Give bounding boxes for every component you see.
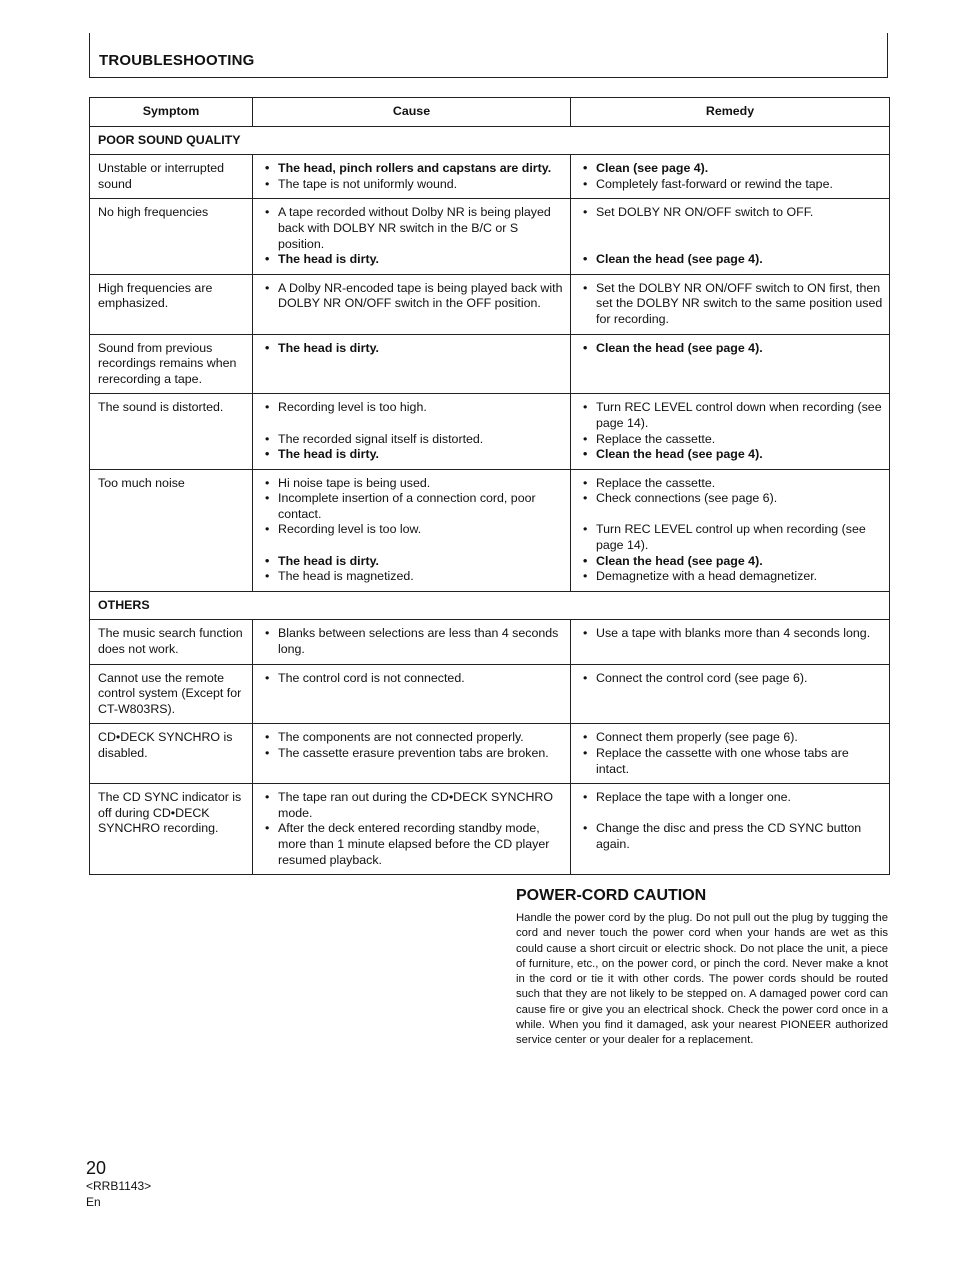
remedy-item: • Replace the cassette. [579, 432, 883, 448]
symptom-cell: Too much noise [90, 469, 253, 591]
cause-item: • The head is dirty. [261, 252, 564, 268]
remedy-cell [571, 784, 890, 875]
symptom-cell: CD•DECK SYNCHRO is disabled. [90, 724, 253, 784]
cause-cell [253, 724, 571, 784]
cause-item: • The tape is not uniformly wound. [261, 177, 564, 193]
section-title: POOR SOUND QUALITY [90, 126, 890, 155]
table-row [90, 274, 890, 334]
cause-cell [253, 784, 571, 875]
cause-list [261, 730, 564, 761]
cause-list [261, 671, 564, 687]
remedy-cell [571, 394, 890, 469]
symptom-cell: Sound from previous recordings remains when rerecording a tape. [90, 334, 253, 394]
remedy-cell [571, 199, 890, 274]
cause-item: • Recording level is too low. [261, 522, 564, 538]
table-row [90, 199, 890, 274]
cause-item: • The control cord is not connected. [261, 671, 564, 687]
remedy-cell [571, 274, 890, 334]
remedy-item: • Replace the tape with a longer one. [579, 790, 883, 806]
symptom-cell: Unstable or interrupted sound [90, 155, 253, 199]
cause-item: • A Dolby NR-encoded tape is being played back with DOLBY NR ON/OFF switch in the OFF position. [261, 281, 564, 312]
remedy-list [579, 476, 883, 585]
remedy-cell [571, 724, 890, 784]
remedy-item: • Demagnetize with a head demagnetizer. [579, 569, 883, 585]
symptom-cell: The sound is distorted. [90, 394, 253, 469]
remedy-item: • Clean the head (see page 4). [579, 447, 883, 463]
table-row [90, 784, 890, 875]
cause-item: • Recording level is too high. [261, 400, 564, 416]
remedy-cell [571, 664, 890, 724]
symptom-cell: The music search function does not work. [90, 620, 253, 664]
remedy-item: • Connect the control cord (see page 6). [579, 671, 883, 687]
remedy-cell [571, 620, 890, 664]
cause-item: • The cassette erasure prevention tabs are broken. [261, 746, 564, 762]
remedy-item: • Change the disc and press the CD SYNC button again. [579, 821, 883, 852]
section-title: OTHERS [90, 591, 890, 620]
cause-cell [253, 394, 571, 469]
remedy-item: • Set DOLBY NR ON/OFF switch to OFF. [579, 205, 883, 221]
power-cord-caution-title: POWER-CORD CAUTION [516, 887, 707, 904]
remedy-list [579, 341, 883, 357]
remedy-list [579, 626, 883, 642]
cause-cell [253, 469, 571, 591]
cause-cell [253, 274, 571, 334]
cause-item: • The recorded signal itself is distorted. [261, 432, 564, 448]
page-title: TROUBLESHOOTING [99, 52, 255, 69]
cause-cell [253, 620, 571, 664]
remedy-list [579, 400, 883, 462]
cause-item: • The head, pinch rollers and capstans are dirty. [261, 161, 564, 177]
table-row [90, 155, 890, 199]
remedy-list [579, 730, 883, 777]
cause-cell [253, 334, 571, 394]
table-row [90, 620, 890, 664]
cause-list [261, 476, 564, 585]
remedy-list [579, 671, 883, 687]
remedy-list [579, 161, 883, 192]
symptom-cell: High frequencies are emphasized. [90, 274, 253, 334]
cause-item: • Blanks between selections are less than 4 seconds long. [261, 626, 564, 657]
cause-list [261, 161, 564, 192]
cause-list [261, 281, 564, 312]
page-footer [86, 1158, 151, 1210]
symptom-cell: No high frequencies [90, 199, 253, 274]
table-row [90, 469, 890, 591]
document-code: <RRB1143> [86, 1179, 152, 1193]
remedy-item: • Clean the head (see page 4). [579, 252, 883, 268]
cause-list [261, 341, 564, 357]
remedy-item: • Use a tape with blanks more than 4 seconds long. [579, 626, 883, 642]
remedy-item: • Check connections (see page 6). [579, 491, 883, 507]
cause-list [261, 205, 564, 267]
section-row [90, 126, 890, 155]
cause-list [261, 626, 564, 657]
cause-list [261, 790, 564, 868]
troubleshooting-table [89, 97, 890, 875]
cause-item: • The components are not connected properly. [261, 730, 564, 746]
remedy-item: • Turn REC LEVEL control down when recording (see page 14). [579, 400, 883, 431]
cause-item: • Hi noise tape is being used. [261, 476, 564, 492]
remedy-item: • Replace the cassette. [579, 476, 883, 492]
table-row [90, 664, 890, 724]
remedy-item: • Clean the head (see page 4). [579, 341, 883, 357]
cause-cell [253, 664, 571, 724]
language-code: En [86, 1195, 101, 1209]
remedy-item: • Connect them properly (see page 6). [579, 730, 883, 746]
cause-item: • The head is dirty. [261, 554, 564, 570]
cause-item: • The head is magnetized. [261, 569, 564, 585]
remedy-cell [571, 334, 890, 394]
cause-item: • The head is dirty. [261, 341, 564, 357]
header-box [89, 33, 888, 78]
cause-cell [253, 199, 571, 274]
cause-item: • Incomplete insertion of a connection cord, poor contact. [261, 491, 564, 522]
cause-item: • The tape ran out during the CD•DECK SYNCHRO mode. [261, 790, 564, 821]
remedy-item: • Clean the head (see page 4). [579, 554, 883, 570]
remedy-item: • Clean (see page 4). [579, 161, 883, 177]
remedy-item: • Turn REC LEVEL control up when recording (see page 14). [579, 522, 883, 553]
table-body [90, 126, 890, 875]
remedy-list [579, 281, 883, 328]
table-row [90, 334, 890, 394]
cause-item: • A tape recorded without Dolby NR is being played back with DOLBY NR switch in the B/C or S position. [261, 205, 564, 252]
section-row [90, 591, 890, 620]
remedy-cell [571, 155, 890, 199]
remedy-item: • Set the DOLBY NR ON/OFF switch to ON first, then set the DOLBY NR switch to the same position used for recording. [579, 281, 883, 328]
cause-list [261, 400, 564, 462]
cause-item: • The head is dirty. [261, 447, 564, 463]
column-header-cause: Cause [253, 98, 571, 127]
table-row [90, 394, 890, 469]
symptom-cell: The CD SYNC indicator is off during CD•DECK SYNCHRO recording. [90, 784, 253, 875]
column-header-remedy: Remedy [571, 98, 890, 127]
remedy-item: • Replace the cassette with one whose tabs are intact. [579, 746, 883, 777]
table-row [90, 724, 890, 784]
table-header-row [90, 98, 890, 127]
remedy-list [579, 205, 883, 267]
cause-cell [253, 155, 571, 199]
column-header-symptom: Symptom [90, 98, 253, 127]
cause-item: • After the deck entered recording standby mode, more than 1 minute elapsed before the CD player resumed playback. [261, 821, 564, 868]
remedy-cell [571, 469, 890, 591]
remedy-list [579, 790, 883, 852]
remedy-item: • Completely fast-forward or rewind the tape. [579, 177, 883, 193]
power-cord-caution-text: Handle the power cord by the plug. Do not pull out the plug by tugging the cord and never touch the power cord when your hands are wet as this could cause a short circuit or electric shock. Do not place the unit, a piece of furniture, etc., on the power cord, or pinch the cord. Never make a knot in the cord or tie it with other cords. The power cords should be routed such that they are not likely to be stepped on. A damaged power cord can cause fire or give you an electrical shock. Check the power cord once in a while. When you find it damaged, ask your nearest PIONEER authorized service center or your dealer for a replacement. [516, 912, 888, 1047]
symptom-cell: Cannot use the remote control system (Except for CT-W803RS). [90, 664, 253, 724]
page-number: 20 [86, 1158, 107, 1178]
